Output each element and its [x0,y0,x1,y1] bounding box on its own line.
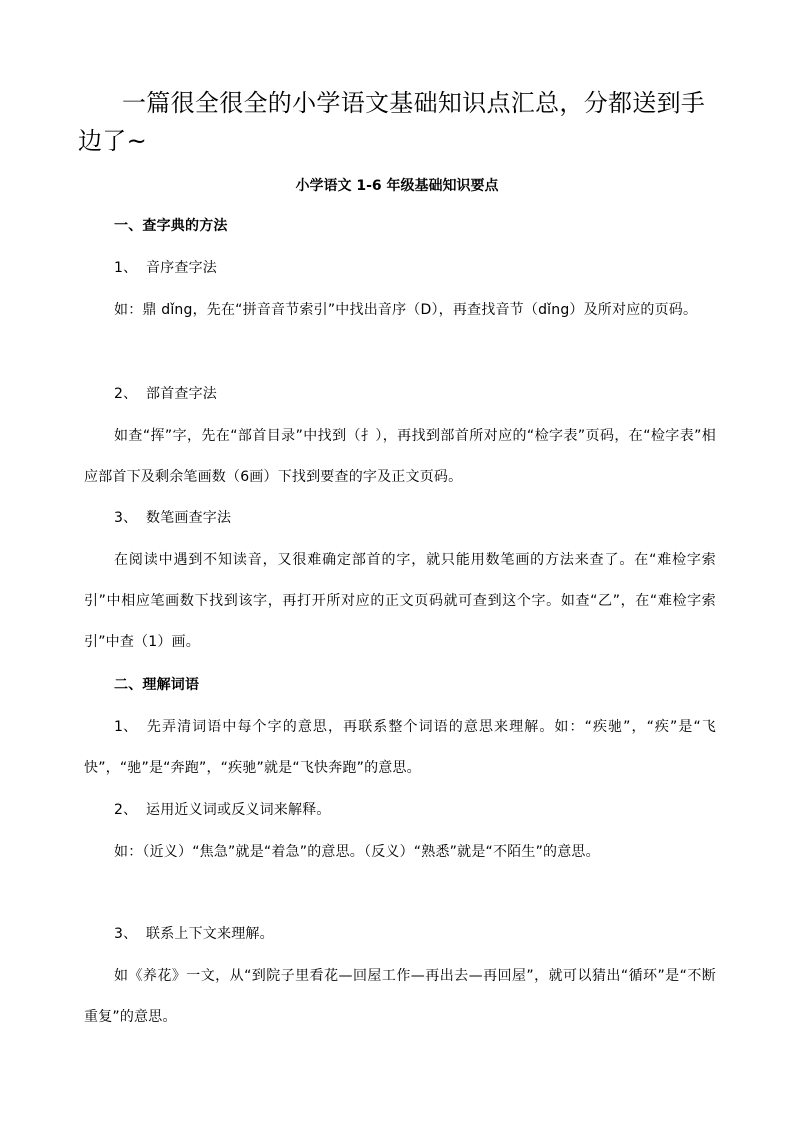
item-label: 联系上下文来理解。 [146,926,274,942]
item-label: 数笔画查字法 [146,510,232,526]
item-number: 1、 [114,719,138,735]
section2-item3-title [84,914,716,955]
section1-item2-title [84,374,716,415]
item-text: 先弄清词语中每个字的意思，再联系整个词语的意思来理解。如：“疾驰”，“疾”是“飞快”，“驰”是“奔跑”，“疾驰”就是“飞快奔跑”的意思。 [84,719,716,776]
section2-item2-body: 如：（近义）“焦急”就是“着急”的意思。（反义）“熟悉”就是“不陌生”的意思。 [114,844,600,860]
item-number: 2、 [114,802,138,818]
section1-item1-body: 如：鼎 dǐng，先在“拼音音节索引”中找出音序（D），再查找音节（dǐng）及所对应的页码。 [114,302,698,318]
section1-item1-title [84,248,716,289]
section2-item2-title [84,790,716,831]
item-number: 1、 [114,260,138,276]
section-heading-dictionary: 一、查字典的方法 [114,218,228,234]
item-label: 部首查字法 [146,386,217,402]
section1-item3-body: 在阅读中遇到不知读音，又很难确定部首的字，就只能用数笔画的方法来查了。在“难检字索引”中相应笔画数下找到该字，再打开所对应的正文页码就可查到这个字。如查“乙”，在“难检字索引”中查（1）画。 [84,552,716,650]
section2-item3-body: 如《养花》一文，从“到院子里看花—回屋工作—再出去—再回屋”，就可以猜出“循环”是“不断重复”的意思。 [84,968,716,1025]
item-number: 3、 [114,926,138,942]
section1-item3-title [84,498,716,539]
section1-item2-body: 如查“挥”字，先在“部首目录”中找到（扌），再找到部首所对应的“检字表”页码，在“检字表”相应部首下及剩余笔画数（6画）下找到要查的字及正文页码。 [84,428,716,485]
section-heading-vocabulary: 二、理解词语 [114,677,200,693]
document-title: 小学语文 1-6 年级基础知识要点 [295,178,499,194]
item-label: 音序查字法 [146,260,217,276]
item-label: 运用近义词或反义词来解释。 [146,802,331,818]
item-number: 2、 [114,386,138,402]
section2-item1-body [84,707,716,789]
headline: 一篇很全很全的小学语文基础知识点汇总，分都送到手边了~ [78,89,706,155]
item-number: 3、 [114,510,138,526]
